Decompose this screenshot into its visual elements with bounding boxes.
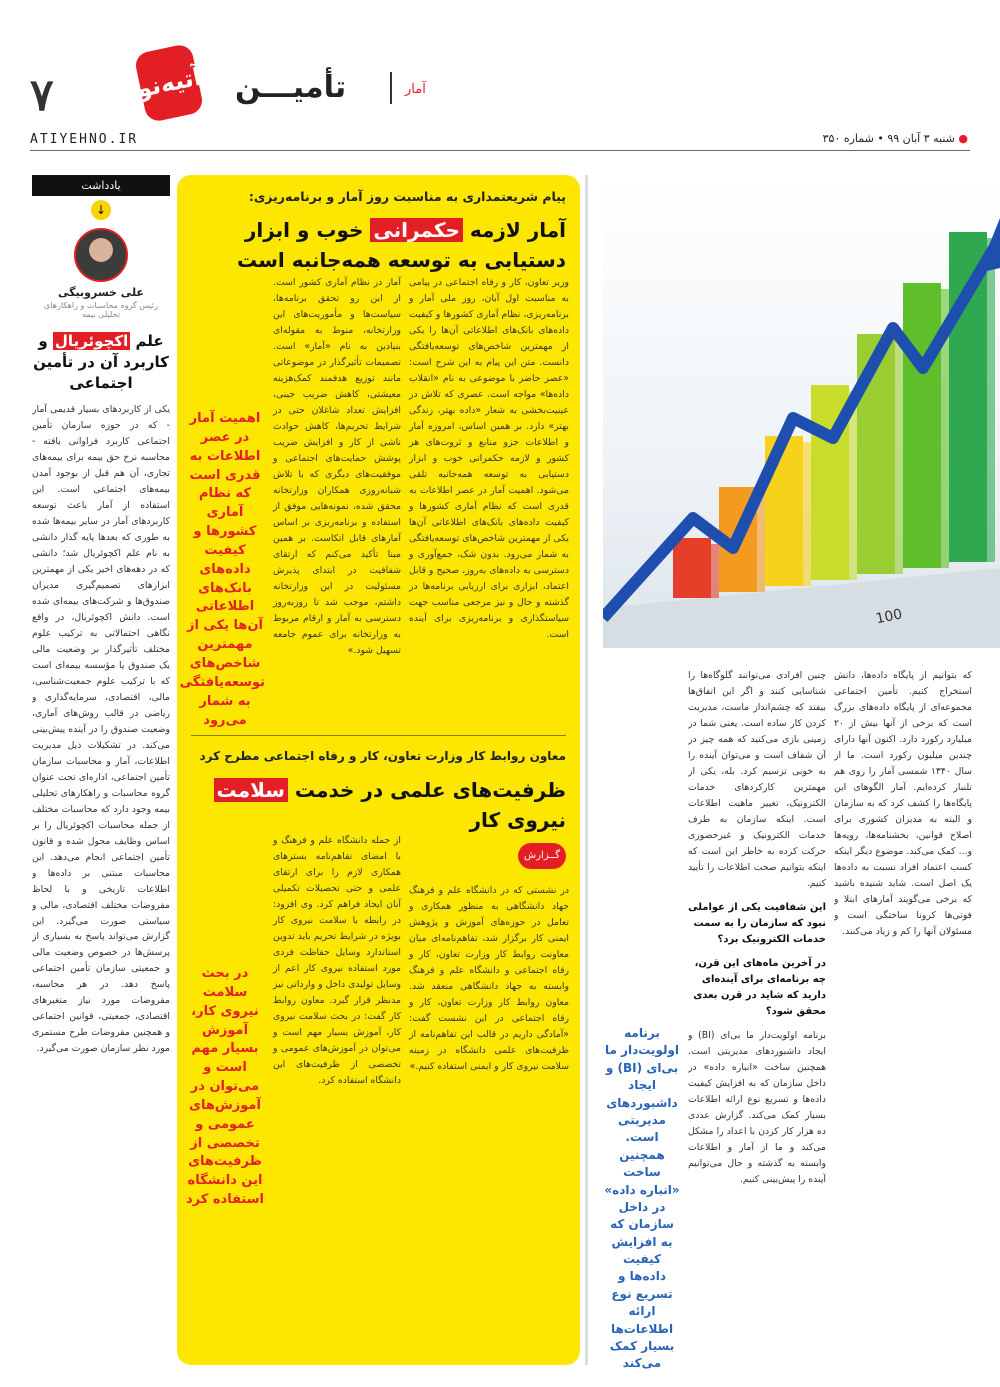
headline-text: ظرفیت‌های علمی در خدمت xyxy=(287,778,566,802)
headline-text: خوب و ابزار دستیابی به توسعه همه‌جانبه است xyxy=(237,218,566,272)
headline-text: آمار لازمه xyxy=(462,218,566,242)
arrow-down-icon: ↓ xyxy=(91,200,111,220)
masthead xyxy=(0,0,1000,150)
author-role: رئیس گروه محاسبات و راهکارهای تحلیلی بیمه xyxy=(44,301,158,319)
note-column xyxy=(32,175,170,1365)
section-subtitle: آمار xyxy=(405,82,426,97)
feature-2-kicker: معاون روابط کار وزارت تعاون، کار و رفاه اجتماعی مطرح کرد xyxy=(199,749,566,763)
right-text-a: که بتوانیم از پایگاه داده‌ها، دانش استخراج کنیم. تأمین اجتماعی مجموعه‌ای از پایگاه داده‌های بزرگ است که برخی از آنها بیش از ۲۰ میلیارد رکورد دارد. اکنون آنها دارای چندین میلیون رکورد است. ما از سال ۱۳۴۰ شمسی آمار را روی هم تلنبار کرده‌ایم. آمار الگوهای این پایگاه‌ها را کشف کرد که به سازمان و البته به مدیران کشوری برای اصلاح قوانین، بخشنامه‌ها، رویه‌ها و... کمک می‌کند. موضوع دیگر اینکه کسب اعتماد افراد نسبت به داده‌ها یک اصل است. شاید شنیده باشید که برخی می‌گویند آمارهای ابتلا و فوتی‌ها کرونا ساختگی است و مسئولان آنها را کم و زیاد می‌کنند. xyxy=(834,670,972,937)
site-url[interactable]: ATIYEHNO.IR xyxy=(30,132,139,147)
headline-text: علم xyxy=(130,332,164,350)
headline-highlight: اکچوئریال xyxy=(54,332,129,350)
right-article-column-1 xyxy=(834,660,972,1360)
feature-panel xyxy=(177,175,580,1365)
feature-1-kicker: پیام شریعتمداری به مناسبت روز آمار و برنامه‌ریزی: xyxy=(248,189,566,204)
bar-chart-graphic xyxy=(603,178,1000,648)
note-header xyxy=(32,175,170,196)
headline-text: نیروی کار xyxy=(469,808,566,832)
chart-bar-side xyxy=(803,442,811,586)
right-article-column-2 xyxy=(688,660,826,1360)
bullet-icon: ● xyxy=(954,132,968,145)
right-pullquote: برنامه اولویت‌دار ما بی‌ای (BI) و ایجاد داشبوردهای مدیریتی است. همچنین ساخت «انباره داده» در داخل سازمان که به افزایش کیفیت داده‌ها و تسریع نوع ارائه اطلاعات‌ها بسیار کمک می‌کند xyxy=(604,1026,680,1371)
chart-illustration xyxy=(603,178,1000,648)
section-title: تأمیـــن xyxy=(235,70,347,105)
feature-1-text-right: وزیر تعاون، کار و رفاه اجتماعی در پیامی به مناسبت اول آبان، روز ملی آمار و برنامه‌ریزی، نظام آماری کشورها و کیفیت داده‌های بانک‌های اطلاعاتی آن‌ها را یکی از مهمترین شاخص‌های توسعه‌یافتگی دانست. متن این پیام به این شرح است: «عصر حاضر با موضوعی به نام «انقلاب داده‌ها» مواجه است. عصری که تلاش در عینیت‌بخشی به شعار «داده بهتر، زندگی بهتر» دارد. بر همین اساس، امروزه آمار و اطلاعات جزو منابع و ثروت‌های هر کشور و لازمه حکمرانی خوب و ابزار دستیابی به توسعه همه‌جانبه تلقی می‌شود. اهمیت آمار در عصر اطلاعات به قدری است که نظام آماری کشورها و کیفیت داده‌های بانک‌های اطلاعاتی آن‌ها یکی از مهمترین شاخص‌های توسعه‌یافتگی به شمار می‌رود. بدون شک، جمع‌آوری و دسترسی به داده‌های به‌روز، صحیح و قابل اعتماد، ابزاری برای ارزیابی برنامه‌ها در گذشته و حال و نیز مرجعی مناسب جهت سیاستگذاری و برنامه‌ریزی برای آینده است. xyxy=(409,277,569,640)
column-gutter xyxy=(585,175,588,1365)
brand-logo[interactable]: آتیه‌نو xyxy=(133,43,204,124)
masthead-rule xyxy=(30,150,970,151)
feature-2-pullquote: در بحث سلامت نیروی کار، آموزش بسیار مهم است و می‌توان در آموزش‌های عمومی و تخصصی از ظرفیت‌های این دانشگاه استفاده کرد xyxy=(186,966,264,1208)
page-number: ۷ xyxy=(30,70,54,121)
interview-question-1: این شفافیت یکی از عواملی نبود که سازمان را به سمت خدمات الکترونیک برد؟ xyxy=(688,901,826,945)
right-text-c: برنامه اولویت‌دار ما بی‌ای (BI) و ایجاد داشبوردهای مدیریتی است. همچنین ساخت «انباره داده» در داخل سازمان که به افزایش کیفیت داده‌ها و تسریع نوع ارائه اطلاعات بسیار کمک می‌کند. گزارش عددی ده هزار کار کردن با اعداد را مشکل می‌کند و ما از آمار و اطلاعات وابسته به گذشته و حال می‌توانیم آینده را پیش‌بینی کنیم. xyxy=(688,1029,826,1185)
note-headline xyxy=(32,331,170,394)
feature-divider xyxy=(191,735,566,736)
issue-info xyxy=(823,132,968,145)
chart-bar xyxy=(903,283,941,568)
chart-bar-side xyxy=(987,238,995,562)
feature-2-text-right: در نشستی که در دانشگاه علم و فرهنگ جهاد دانشگاهی به منظور همکاری و تعامل در حوزه‌های آموزش و پژوهش ایمنی کار برگزار شد، تفاهم‌نامه‌ای میان معاونت روابط کار وزارت تعاون، کار و رفاه اجتماعی و دانشگاه علم و فرهنگ وابسته به جهاد دانشگاهی منعقد شد. معاون روابط کار وزارت تعاون، کار و رفاه اجتماعی در این نشست گفت: «آمادگی داریم در قالب این تفاهم‌نامه از ظرفیت‌های علمی دانشگاه در زمینه سلامت نیروی کار و ایمنی استفاده کنیم.» xyxy=(409,885,569,1072)
chart-bar-side xyxy=(711,544,719,598)
chart-bar-side xyxy=(895,340,903,574)
right-text-b: چنین افرادی می‌توانند گلوگاه‌ها را شناسایی کنند و اگر این اتفاق‌ها بیفتد که چشم‌انداز ماست، مدیریت کردن کار ساده است. یعنی شما در زمینی بازی می‌کنید که همه چیز در آن شفاف است و می‌توان آینده را به خوبی ترسیم کرد. بله، یکی از مهمترین کارکردهای خدمات الکترونیک، تغییر ماهیت اطلاعات است. اینکه سازمان به طرف خدمات الکترونیک و غیرحضوری حرکت کرده به خاطر این است که اینکه بتوانیم صحت اطلاعات را تأیید کنیم. xyxy=(688,670,826,889)
feature-2-text-left: از جمله دانشگاه علم و فرهنگ و با امضای تفاهم‌نامه بسترهای همکاری لازم را برای ارتقای علمی و حتی تحصیلات تکمیلی آنان ایجاد فراهم کرد. وی افزود: در رابطه با سلامت نیروی کار بویژه در شرایط تحریم باید تدوین استاندارد وسایل حفاظت فردی مورد استفاده نیروی کار اعم از وسایل تولیدی داخل و وارداتی نیز مدنظر قرار گیرد. معاون روابط کار گفت: در بحث سلامت نیروی کار، آموزش بسیار مهم است و می‌توان در آموزش‌های عمومی و تخصصی از ظرفیت‌های این دانشگاه استفاده کرد. xyxy=(273,835,401,1086)
section-divider xyxy=(390,72,392,104)
feature-1-headline xyxy=(196,215,566,275)
chart-bar xyxy=(673,538,711,598)
issue-date: شنبه ۳ آبان ۹۹ • شماره ۳۵۰ xyxy=(822,132,955,145)
headline-highlight: سلامت xyxy=(214,778,288,802)
note-label: یادداشت xyxy=(81,179,121,192)
report-badge: گــزارش xyxy=(518,843,566,869)
interview-question-2: در آخرین ماه‌های این قرن، چه برنامه‌ای برای آینده‌ای دارید که شاید در قرن بعدی محقق شود؟ xyxy=(693,957,826,1017)
author-name: علی خسروبیگی xyxy=(58,286,144,299)
headline-highlight: حکمرانی xyxy=(370,218,463,242)
feature-1-text-left: آمار در نظام آماری کشور است. از این رو تحقق برنامه‌ها، سیاست‌ها و مأموریت‌های این وزارتخانه، منوط به مقوله‌ای بنیادین به نام «آمار» است. تصمیمات تأثیرگذار در موضوعاتی مانند توزیع هدفمند کمک‌هزینه معیشتی، کاهش ضریب جینی، افزایش تعداد شاغلان حتی در شرایط تحریم‌ها، کاهش حوادث ناشی از کار و افزایش ضریب پوشش حمایت‌های اجتماعی و موفقیت‌های دیگری که با تلاش شبانه‌روزی همکاران وزارتخانه محقق شده، نمونه‌هایی موفق از استفاده و برنامه‌ریزی بر اساس آمارهای قابل اتکاست. بر همین مبنا تأکید می‌کنم که ارتقای شفافیت در ابتدای پذیرش مسئولیت در این وزارتخانه داشتم، موجب شد تا روزبه‌روز دسترسی به آمار و ارقام مربوط به وزارتخانه برای عموم جامعه تسهیل شود.» xyxy=(273,277,401,656)
note-body: یکی از کاربردهای بسیار قدیمی آمار - که در حوزه سازمان تأمین اجتماعی کاربرد فراوانی یافته - محاسبه نرخ حق بیمه برای بیمه‌های تجاری، آن هم قبل از بوجود آمدن بیمه‌های اجتماعی است. این استفاده از آمار باعث توسعه کاربردهای آمار در سایر بیمه‌ها شده به طوری که بعدها پایه گذار دانشی به نام علم اکچوئریال شد؛ دانشی که در دهه‌های اخیر یکی از مهمترین ابزارهای تصمیم‌گیری مدیران صندوق‌ها و شرکت‌های بیمه‌ای شده است. دانش اکچوئریال، در واقع نگاهی احتمالاتی به ترکیب علوم مختلف تأثیرگذار بر وضعیت مالی یک صندوق یا مؤسسه بیمه‌ای است که با ترکیب علوم جمعیت‌شناسی، مالی، اقتصادی، سرمایه‌گذاری و ریاضی در قالب روش‌های آماری، وضعیت صندوق را در آینده پیش‌بینی می‌کند. در تشکیلات ذیل مدیریت اطلاعات، آمار و محاسبات سازمان تأمین اجتماعی، اداره‌ای تحت عنوان گروه محاسبات و راهکارهای تحلیلی بیمه وجود دارد که محاسبات مختلف از جمله محاسبات اکچوئریال را بر اساس وظایف محول شده و قانون تأمین اجتماعی انجام می‌دهد. این محاسبات مبتنی بر داده‌ها و اطلاعات تاریخی و با لحاظ مفروضات مختلف اقتصادی، مالی و سیاستی صورت می‌گیرد. این گزارش می‌تواند پاسخ به بسیاری از پرسش‌ها در خصوص وضعیت مالی و جمعیتی سازمان تأمین اجتماعی پاسخ دهد. در هر محاسبه، مفروضات مورد نیاز متغیرهای اقتصادی، جمعیتی، قوانین اجتماعی و همچنین مفروضات طرح مستمری مورد نظر سازمان صورت می‌گیرد. xyxy=(32,404,170,1055)
author-avatar xyxy=(74,228,128,282)
chart-bar-side xyxy=(849,391,857,580)
headline-text: و کاربرد آن در تأمین اجتماعی xyxy=(33,332,169,392)
chart-bar-side xyxy=(757,493,765,592)
axis-label: 100 xyxy=(874,606,904,628)
feature-1-pullquote: اهمیت آمار در عصر اطلاعات به قدری است که نظام آماری کشورها و کیفیت داده‌های بانک‌های اطلاعاتی آن‌ها یکی از مهمترین شاخص‌های توسعه‌یافتگی به شمار می‌رود xyxy=(179,411,265,728)
feature-2-headline xyxy=(196,775,566,835)
